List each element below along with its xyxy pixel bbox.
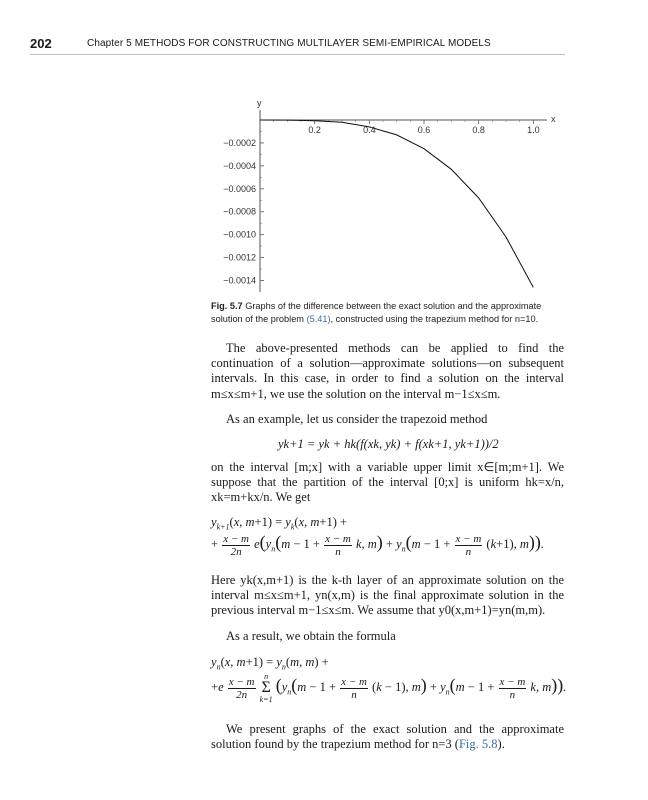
x-tick-label: 0.6 (417, 125, 431, 135)
y-tick-label: −0.0012 (223, 252, 256, 263)
x-tick-label: 0.2 (308, 125, 321, 135)
x-tick-label: 0.4 (363, 125, 376, 135)
x-axis-label: x (551, 114, 556, 124)
figure-caption (211, 300, 569, 326)
chart-series (260, 120, 533, 287)
equation-trapezoid-text: yk+1 = yk + hk(f(xk, yk) + f(xk+1, yk+1))/2 (278, 437, 499, 451)
caption-text-1: Graphs of the difference between the exact solution and the approximate solution of the problem (211, 301, 542, 324)
page-number: 202 (30, 36, 52, 51)
paragraph-6 (211, 722, 564, 752)
paragraph-2: As an example, let us consider the trapezoid method (226, 412, 488, 426)
y-tick-label: −0.0008 (223, 206, 256, 217)
difference-chart (0, 0, 648, 300)
equation-final-2: +e $\frac{x - m}{2n}$ n Σ k=1 ($y_n(m - 1$ + $\frac{x - m}{n}$ (k − 1), $m) + y_n(m - 1$ + $\frac{x - m}{n}$ k, m)). (211, 672, 567, 704)
paragraph-5: As a result, we obtain the formula (226, 629, 396, 643)
y-tick-label: −0.0014 (223, 275, 256, 286)
y-axis-label: y (257, 98, 262, 108)
figure-label: Fig. 5.7 (211, 301, 243, 311)
y-tick-label: −0.0010 (223, 229, 256, 240)
y-tick-label: −0.0004 (223, 160, 256, 171)
equation-layer-2: + $\frac{x - m}{2n}$ $e(y_n(m - 1$ + $\frac{x - m}{n}$ k, $m) + y_n(m - 1$ + $\frac{x - m}{n}$ (k+1), m)). (211, 532, 545, 558)
equation-trapezoid (278, 437, 499, 452)
paragraph-4: Here yk(x,m+1) is the k-th layer of an approximate solution on the interval m≤x≤m+1, yn(x,m) is the final approximate solution in the previous interval m−1≤x≤m. We assume that y0(x,m+1)=yn(m,m). (211, 573, 564, 618)
paragraph-3: on the interval [m;x] with a variable upper limit x∈[m;m+1]. We suppose that the partition of the interval [0;x] is uniform hk=x/n, xk=m+kx/n. We get (211, 460, 564, 505)
paragraph-6-end: ). (497, 737, 505, 752)
paragraph-6-text: We present graphs of the exact solution and the approximate solution found by the trapezium method for n=3 ( (211, 722, 564, 752)
y-tick-label: −0.0006 (223, 183, 256, 194)
chart-axes (257, 98, 556, 292)
equation-ref-link[interactable]: (5.41) (306, 314, 331, 324)
running-title: Chapter 5 METHODS FOR CONSTRUCTING MULTILAYER SEMI-EMPIRICAL MODELS (87, 38, 491, 49)
figure-ref-link[interactable]: Fig. 5.8 (458, 737, 498, 752)
paragraph-1: The above-presented methods can be applied to find the continuation of a solution—approximate solutions—on subsequent intervals. In this case, in order to find a solution on the interval m≤x≤m+1, we use the solution on the interval m−1≤x≤m. (211, 341, 564, 401)
series-line-difference (260, 120, 533, 287)
equation-layer-1: $y_{k+1}(x$, $m+1) = y_k(x$, m+1) + (211, 515, 348, 532)
caption-text-2: , constructed using the trapezium method for n=10. (330, 314, 539, 324)
x-tick-label: 0.8 (472, 125, 485, 135)
chart-ticks (223, 120, 539, 286)
x-tick-label: 1.0 (527, 125, 540, 135)
equation-final-1: $y_n(x$, $m+1) = y_n(m$, m) + (211, 655, 329, 672)
y-tick-label: −0.0002 (223, 137, 256, 148)
